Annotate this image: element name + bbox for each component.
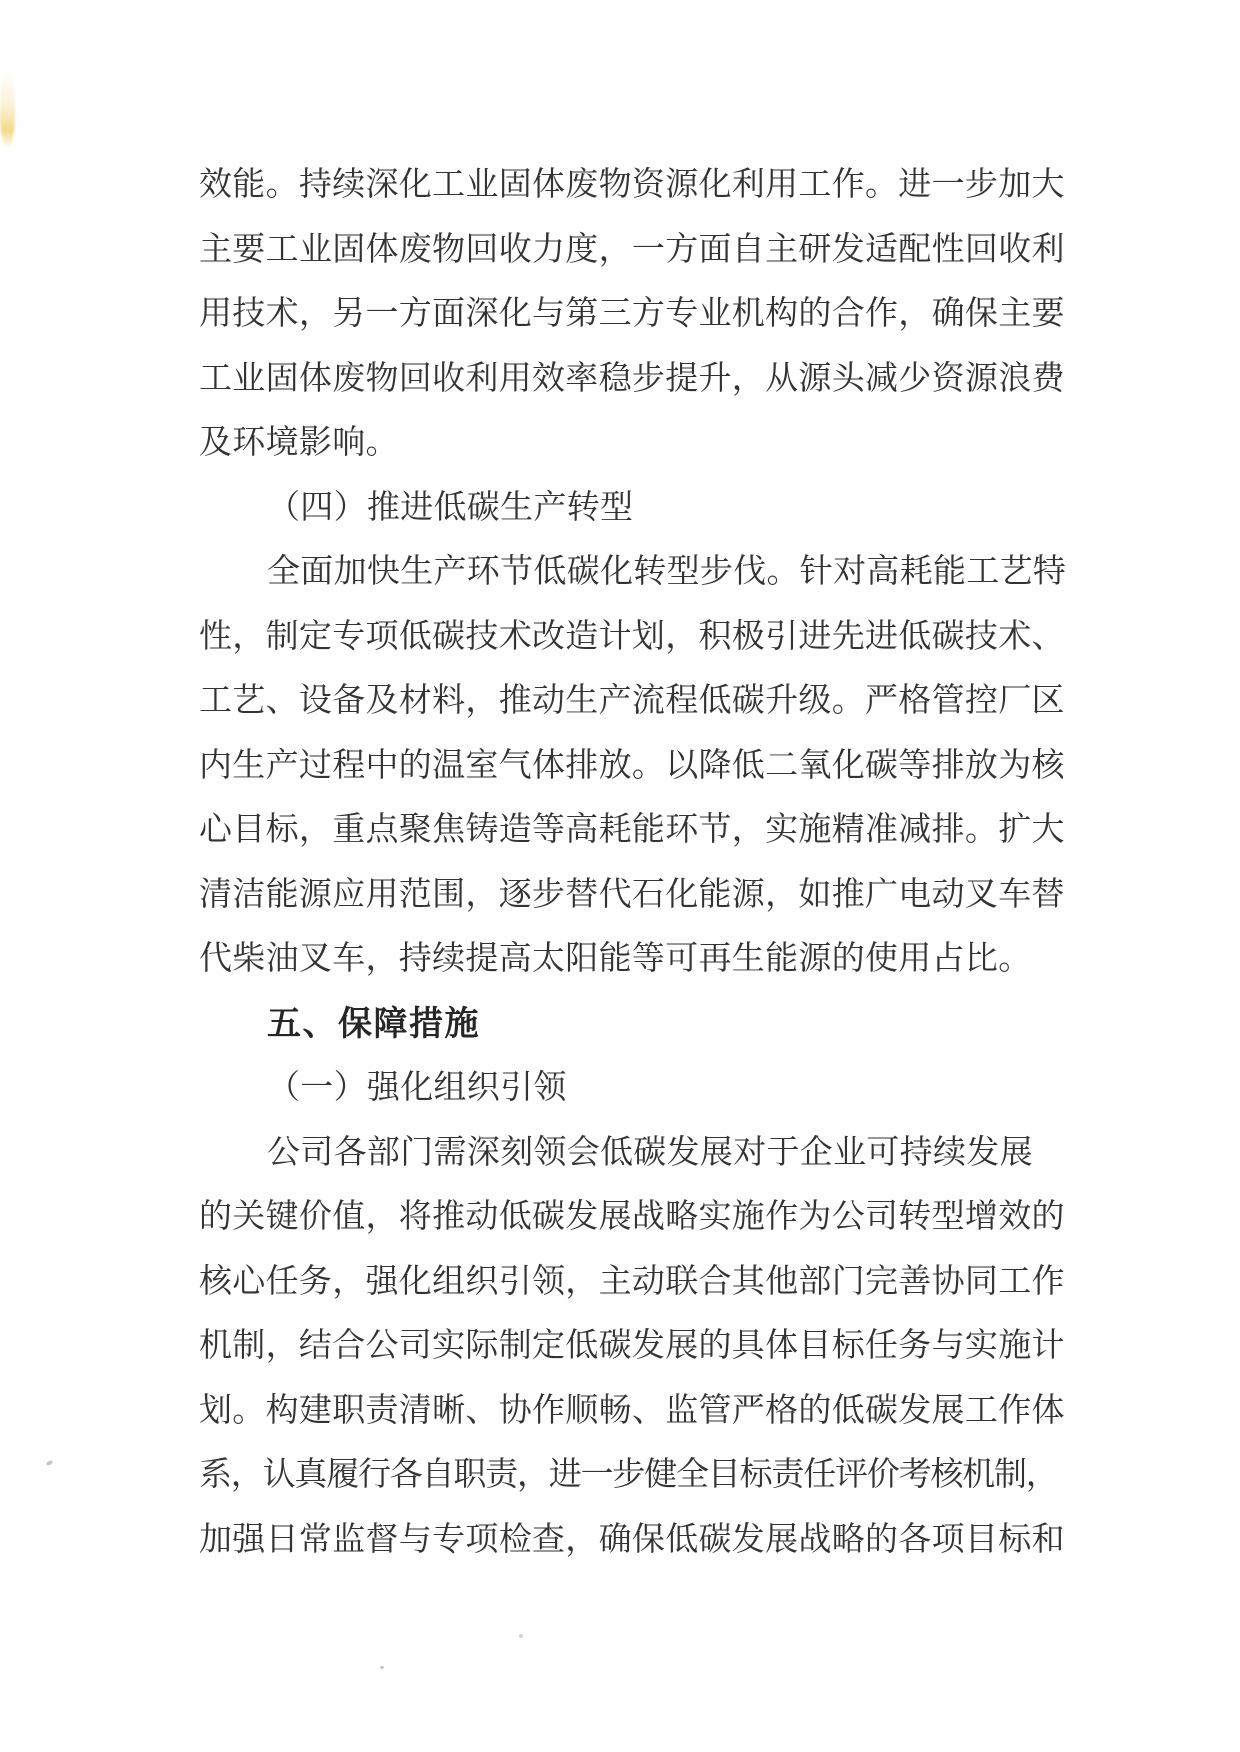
body-text-line: 清洁能源应用范围，逐步替代石化能源，如推广电动叉车替: [199, 876, 1065, 913]
body-text-line: 工业固体废物回收利用效率稳步提升，从源头减少资源浪费: [199, 360, 1065, 397]
body-text-line: 效能。持续深化工业固体废物资源化利用工作。进一步加大: [199, 167, 1065, 203]
body-text-line: 心目标，重点聚焦铸造等高耗能环节，实施精准减排。扩大: [199, 812, 1065, 848]
body-text-line: 划。构建职责清晰、协作顺畅、监管严格的低碳发展工作体: [199, 1392, 1065, 1429]
scan-speck: [380, 1666, 384, 1669]
body-text-line: 用技术，另一方面深化与第三方专业机构的合作，确保主要: [199, 296, 1065, 332]
body-text-line: 内生产过程中的温室气体排放。以降低二氧化碳等排放为核: [199, 747, 1065, 784]
body-text-line: 主要工业固体废物回收力度，一方面自主研发适配性回收利: [199, 231, 1065, 268]
paragraph-first-line: 全面加快生产环节低碳化转型步伐。针对高耗能工艺特: [267, 554, 1067, 590]
body-text-line: 代柴油叉车，持续提高太阳能等可再生能源的使用占比。: [199, 941, 1032, 977]
document-text-block: [199, 153, 1079, 1572]
body-text-line: 的关键价值，将推动低碳发展战略实施作为公司转型增效的: [199, 1199, 1065, 1235]
body-text-line: 及环境影响。: [199, 425, 399, 461]
scan-smudge-mark: [0, 72, 15, 147]
body-text-line: 工艺、设备及材料，推动生产流程低碳升级。严格管控厂区: [199, 683, 1065, 719]
subsection-heading-one: （一）强化组织引领: [267, 1070, 567, 1106]
body-text-line: 性，制定专项低碳技术改造计划，积极引进先进低碳技术、: [199, 618, 1065, 655]
scan-speck: [45, 1460, 53, 1467]
subsection-heading-four: （四）推进低碳生产转型: [267, 489, 634, 526]
body-text-line: 加强日常监督与专项检查，确保低碳发展战略的各项目标和: [199, 1521, 1065, 1558]
paragraph-first-line: 公司各部门需深刻领会低碳发展对于企业可持续发展: [267, 1134, 1033, 1171]
scan-speck: [519, 1634, 523, 1638]
body-text-line: 系，认真履行各自职责，进一步健全目标责任评价考核机制，: [199, 1457, 1058, 1493]
body-text-line: 核心任务，强化组织引领，主动联合其他部门完善协同工作: [199, 1263, 1065, 1300]
section-heading-five: 五、保障措施: [267, 1004, 480, 1043]
body-text-line: 机制，结合公司实际制定低碳发展的具体目标任务与实施计: [199, 1328, 1065, 1364]
